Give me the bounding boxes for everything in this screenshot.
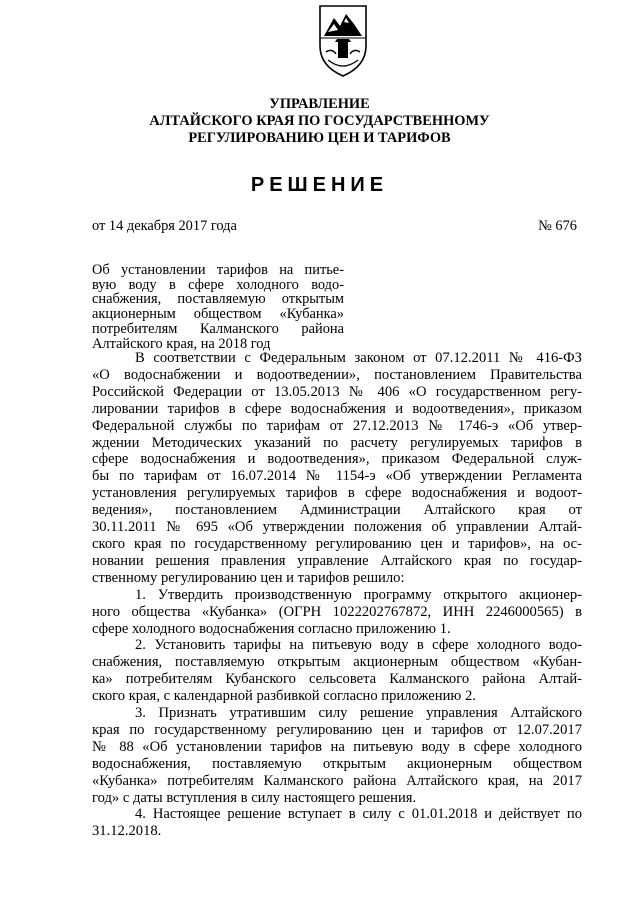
- body-line: «Кубанка» потребителям Калманского района Алтайского края, на 2017: [92, 772, 582, 789]
- subject-line: Об установлении тарифов на питье-: [92, 262, 344, 278]
- agency-line: УПРАВЛЕНИЕ: [269, 96, 370, 112]
- body-line: сфере холодного водоснабжения согласно приложению 1.: [92, 620, 451, 637]
- body-line: Федеральной службы по тарифам от 27.12.2013 № 1746-э «Об утвер-: [92, 417, 582, 434]
- body-line: год» с даты вступления в силу настоящего решения.: [92, 789, 417, 806]
- body-line: сфере водоснабжения и водоотведения», приказом Федеральной служ-: [92, 451, 582, 468]
- subject-line: вую воду в сфере холодного водо-: [92, 276, 344, 293]
- body-line: 1. Утвердить производственную программу открытого акционер-: [135, 586, 582, 603]
- subject-line: Алтайского края, на 2018 год: [92, 335, 271, 352]
- body-line: 31.12.2018.: [92, 823, 162, 840]
- body-line: ка» потребителям Кубанского сельсовета Калманского района Алтай-: [92, 671, 582, 688]
- decision-number: № 676: [538, 218, 577, 234]
- body-line: бы по тарифам от 16.07.2014 № 1154-э «Об утверждении Регламента: [92, 468, 582, 485]
- body-line: края по государственному регулированию цен и тарифов от 12.07.2017: [92, 721, 582, 738]
- body-line: ведения», постановлением Администрации Алтайского края от: [92, 502, 582, 519]
- body-line: ского края по государственному регулированию цен и тарифов», на ос-: [92, 535, 582, 552]
- body-line: ждении Методических указаний по расчету регулируемых тарифов в: [92, 434, 582, 451]
- document-title: РЕШЕНИЕ: [250, 174, 389, 196]
- decision-subject: [92, 263, 344, 351]
- body-line: ственному регулированию цен и тарифов решило:: [92, 569, 405, 586]
- body-line: снабжения, поставляемую открытым акционерным обществом «Кубан-: [92, 654, 582, 671]
- body-line: № 88 «Об установлении тарифов на питьевую воду в сфере холодного: [92, 738, 582, 755]
- body-line: 2. Установить тарифы на питьевую воду в сфере холодного водо-: [135, 637, 582, 654]
- body-line: водоснабжения, поставляемую открытым акционерным обществом: [92, 755, 582, 772]
- agency-name: [0, 96, 639, 147]
- body-line: ного общества «Кубанка» (ОГРН 1022202767872, ИНН 2246000565) в: [92, 603, 582, 620]
- body-line: установления регулируемых тарифов в сфере водоснабжения и водоот-: [92, 485, 582, 502]
- body-line: Российской Федерации от 13.05.2013 № 406 «О государственном регу-: [92, 383, 582, 400]
- subject-line: акционерным обществом «Кубанка»: [92, 306, 344, 323]
- body-line: 4. Настоящее решение вступает в силу с 01.01.2018 и действует по: [135, 806, 582, 823]
- coat-of-arms-icon: [314, 2, 372, 80]
- body-line: ского края, с календарной разбивкой согласно приложению 2.: [92, 688, 476, 705]
- decision-date: от 14 декабря 2017 года: [92, 218, 237, 234]
- body-line: 3. Признать утратившим силу решение управления Алтайского: [135, 705, 582, 722]
- decision-body: [92, 350, 582, 840]
- subject-line: потребителям Калманского района: [92, 320, 344, 337]
- coat-of-arms-emblem: [314, 2, 372, 80]
- body-line: 30.11.2011 № 695 «Об утверждении положения об управлении Алтай-: [92, 519, 582, 536]
- subject-line: снабжения, поставляемую открытым: [92, 291, 344, 308]
- body-line: лировании тарифов в сфере водоснабжения и водоотведения», приказом: [92, 400, 582, 417]
- agency-line: АЛТАЙСКОГО КРАЯ ПО ГОСУДАРСТВЕННОМУ: [149, 113, 490, 129]
- body-line: В соответствии с Федеральным законом от 07.12.2011 № 416-ФЗ: [135, 350, 582, 366]
- body-line: новании решения правления управление Алтайского края по государ-: [92, 552, 582, 569]
- body-line: «О водоснабжении и водоотведении», постановлением Правительства: [92, 366, 582, 383]
- agency-line: РЕГУЛИРОВАНИЮ ЦЕН И ТАРИФОВ: [188, 130, 451, 146]
